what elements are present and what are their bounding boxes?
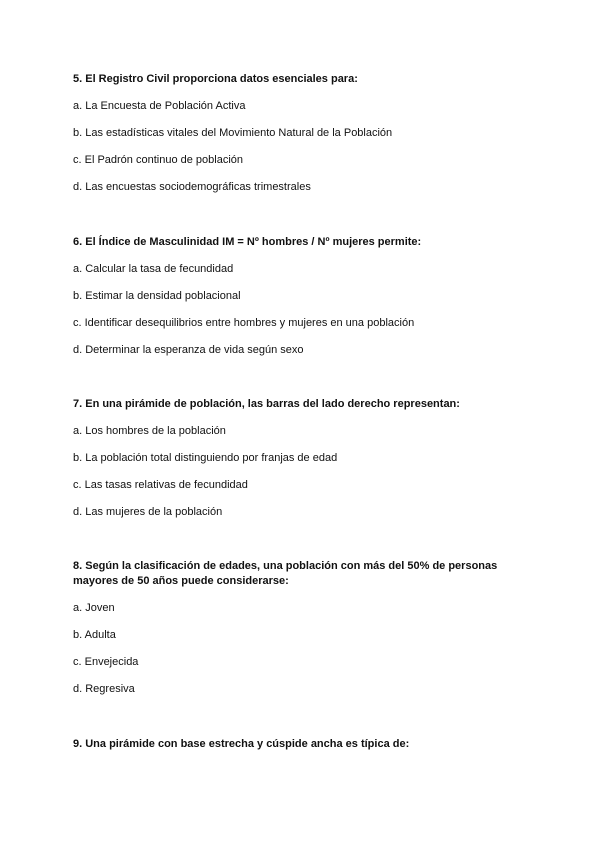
question-7 [73, 397, 533, 518]
option-c: c. Las tasas relativas de fecundidad [73, 479, 248, 491]
question-title: 8. Según la clasificación de edades, una población con más del 50% de personas mayores de 50 años puede considerarse: [73, 560, 498, 587]
question-5 [73, 72, 533, 193]
option-b: b. Las estadísticas vitales del Movimiento Natural de la Población [73, 127, 393, 139]
option-b: b. Estimar la densidad poblacional [73, 290, 241, 302]
question-8 [73, 559, 533, 695]
question-9 [73, 737, 533, 752]
option-d: d. Determinar la esperanza de vida según sexo [73, 344, 304, 356]
option-c: c. Identificar desequilibrios entre hombres y mujeres en una población [73, 317, 415, 329]
question-6 [73, 235, 533, 356]
question-title: 7. En una pirámide de población, las barras del lado derecho representan: [73, 398, 460, 410]
option-b: b. La población total distinguiendo por franjas de edad [73, 452, 338, 464]
question-title: 6. El Índice de Masculinidad IM = Nº hombres / Nº mujeres permite: [73, 236, 422, 248]
option-c: c. El Padrón continuo de población [73, 154, 244, 166]
option-a: a. Joven [73, 602, 115, 614]
option-d: d. Regresiva [73, 683, 135, 695]
option-d: d. Las mujeres de la población [73, 506, 223, 518]
option-a: a. Los hombres de la población [73, 425, 226, 437]
option-b: b. Adulta [73, 629, 116, 641]
question-title: 5. El Registro Civil proporciona datos esenciales para: [73, 73, 358, 85]
option-a: a. Calcular la tasa de fecundidad [73, 263, 234, 275]
option-c: c. Envejecida [73, 656, 139, 668]
option-a: a. La Encuesta de Población Activa [73, 100, 246, 112]
question-title: 9. Una pirámide con base estrecha y cúspide ancha es típica de: [73, 738, 410, 750]
option-d: d. Las encuestas sociodemográficas trimestrales [73, 181, 311, 193]
